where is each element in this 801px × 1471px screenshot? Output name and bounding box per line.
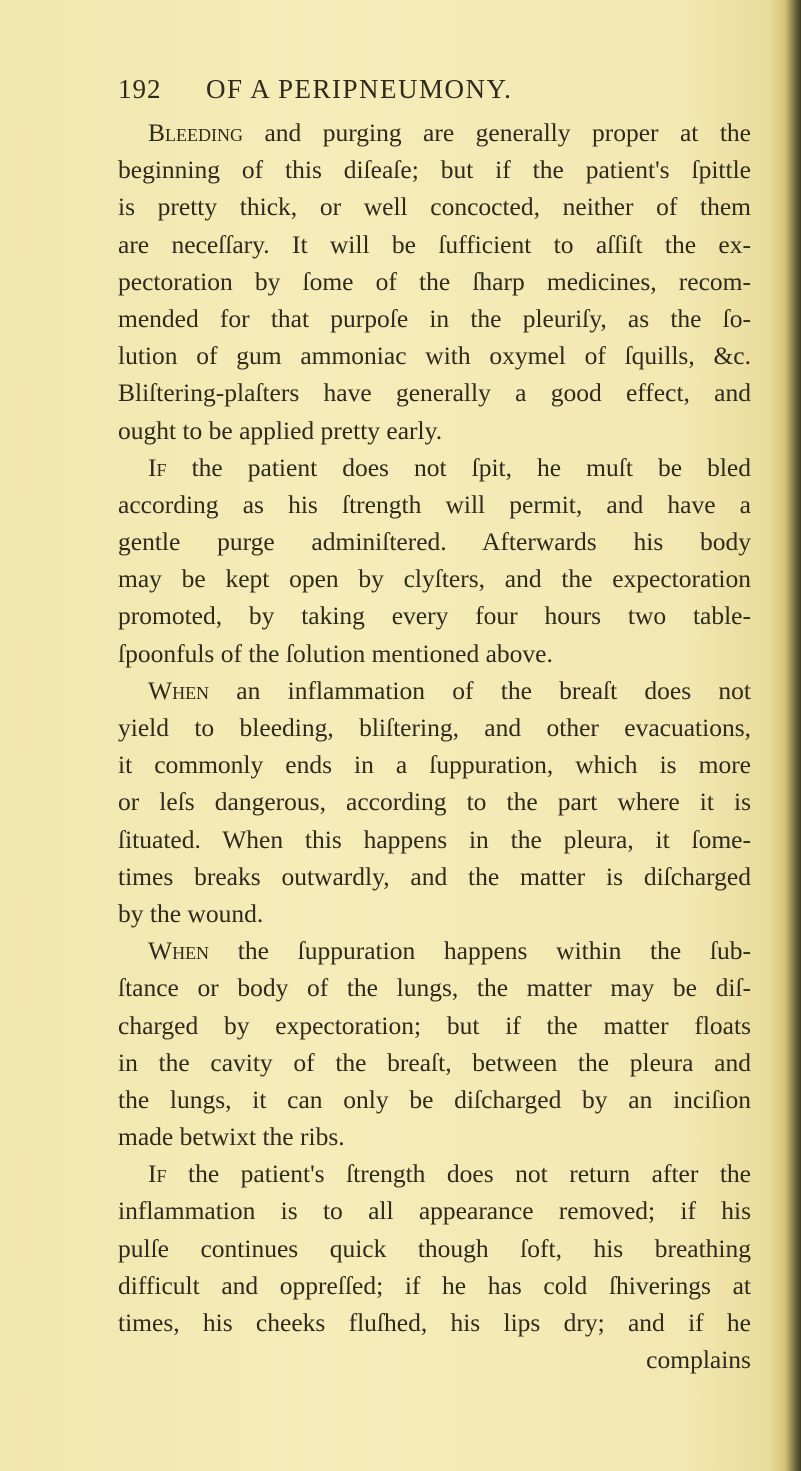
paragraph-lead-word: If <box>148 452 167 482</box>
page-body <box>118 114 751 1378</box>
catchword: complains <box>646 1345 751 1375</box>
line-text: beginning of this diſeaſe; but if the patient's ſpittle <box>118 155 751 185</box>
text-line <box>118 449 751 486</box>
line-text: it commonly ends in a ſuppuration, which is more <box>118 750 751 780</box>
text-line <box>118 412 751 449</box>
text-line <box>118 783 751 820</box>
line-text: charged by expectoration; but if the matter floats <box>118 1010 751 1040</box>
line-text: times breaks outwardly, and the matter is diſcharged <box>118 861 751 891</box>
line-text: an inflammation of the breaſt does not <box>209 675 751 705</box>
paragraph-lead-word: When <box>148 936 210 966</box>
line-text: ought to be applied pretty early. <box>118 415 443 445</box>
text-line <box>118 226 751 263</box>
line-text: ſituated. When this happens in the pleura, it ſome- <box>118 824 751 854</box>
line-text: pectoration by ſome of the ſharp medicines, recom- <box>118 266 751 296</box>
line-text: the ſuppuration happens within the ſub- <box>209 936 751 966</box>
text-line <box>118 560 751 597</box>
text-line <box>118 932 751 969</box>
running-title: OF A PERIPNEUMONY. <box>206 74 513 104</box>
text-line <box>118 1192 751 1229</box>
line-text: ſpoonfuls of the ſolution mentioned above. <box>118 638 553 668</box>
text-line <box>118 895 751 932</box>
line-text: and purging are generally proper at the <box>243 118 751 147</box>
text-line <box>118 1118 751 1155</box>
text-line <box>118 1044 751 1081</box>
text-line <box>118 1267 751 1304</box>
line-text: times, his cheeks fluſhed, his lips dry; and if he <box>118 1308 751 1337</box>
line-text: pulſe continues quick though ſoft, his breathing <box>118 1233 751 1263</box>
text-line <box>118 337 751 374</box>
text-line <box>118 486 751 523</box>
line-text: promoted, by taking every four hours two table- <box>118 601 751 631</box>
text-line <box>118 1304 751 1341</box>
line-text: inflammation is to all appearance removed; if his <box>118 1196 751 1226</box>
line-text: by the wound. <box>118 898 264 928</box>
text-line <box>118 672 751 709</box>
text-line <box>118 821 751 858</box>
running-header <box>118 74 758 114</box>
line-text: the patient's ſtrength does not return after the <box>166 1159 751 1189</box>
line-text: the lungs, it can only be diſcharged by an inciſion <box>118 1084 751 1114</box>
line-text: ſtance or body of the lungs, the matter may be diſ- <box>118 973 751 1003</box>
text-line <box>118 1081 751 1118</box>
line-text: made betwixt the ribs. <box>118 1122 345 1152</box>
paragraph-lead-word: When <box>148 675 210 705</box>
text-line <box>118 597 751 634</box>
text-line <box>118 709 751 746</box>
line-text: difficult and oppreſſed; if he has cold ſhiverings at <box>118 1270 751 1300</box>
paragraph-lead-word: If <box>148 1159 167 1189</box>
line-text: are neceſſary. It will be ſufficient to aſſiſt the ex- <box>118 229 751 259</box>
line-text: Bliſtering-plaſters have generally a good effect, and <box>118 378 751 408</box>
line-text: according as his ſtrength will permit, and have a <box>118 489 751 519</box>
text-line <box>118 523 751 560</box>
line-text: is pretty thick, or well concocted, neither of them <box>118 192 751 222</box>
line-text: mended for that purpoſe in the pleuriſy, as the ſo- <box>118 303 751 333</box>
text-line <box>118 114 751 151</box>
text-line <box>118 374 751 411</box>
text-line <box>118 188 751 225</box>
page-number: 192 <box>118 74 162 104</box>
line-text: the patient does not ſpit, he muſt be bled <box>166 452 751 482</box>
text-line <box>118 969 751 1006</box>
paragraph-lead-word: Bleeding <box>148 118 243 147</box>
text-line <box>118 300 751 337</box>
line-text: in the cavity of the breaſt, between the pleura and <box>118 1047 751 1077</box>
text-line <box>118 1007 751 1044</box>
text-line <box>118 263 751 300</box>
line-text: lution of gum ammoniac with oxymel of ſquills, &c. <box>118 341 751 371</box>
text-line <box>118 151 751 188</box>
line-text: may be kept open by clyſters, and the expectoration <box>118 564 751 594</box>
text-line <box>118 746 751 783</box>
text-line <box>118 858 751 895</box>
text-line <box>118 635 751 672</box>
text-line <box>118 1155 751 1192</box>
line-text: yield to bleeding, bliſtering, and other evacuations, <box>118 713 751 742</box>
line-text: gentle purge adminiſtered. Afterwards his body <box>118 527 751 557</box>
line-text: or leſs dangerous, according to the part where it is <box>118 787 751 817</box>
text-line <box>118 1230 751 1267</box>
